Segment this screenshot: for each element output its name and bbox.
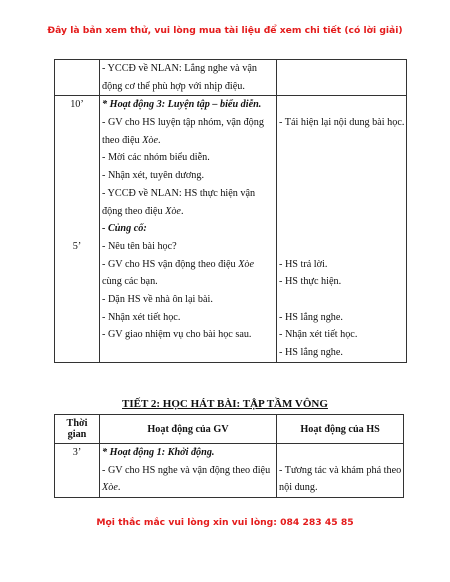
gv-activity-cell xyxy=(100,60,277,96)
hs-line: - Tương tác và khám phá theo xyxy=(279,464,402,476)
gv-line: - GV giao nhiệm vụ cho bài học sau. xyxy=(102,329,252,341)
hs-line: - HS trả lời. xyxy=(279,258,328,270)
gv-line: động cơ thể phù hợp với nhịp điệu. xyxy=(102,80,245,92)
hs-activity-cell xyxy=(277,60,407,96)
gv-activity-cell xyxy=(100,96,277,362)
hs-activity-cell xyxy=(277,444,404,498)
time-value: 3’ xyxy=(72,447,82,458)
hs-line: - Nhận xét tiết học. xyxy=(279,329,358,341)
time-value: 5’ xyxy=(72,240,82,252)
contact-banner: Mọi thắc mắc vui lòng xin vui lòng: 084 283 45 85 xyxy=(96,517,354,528)
hs-line: - HS lắng nghe. xyxy=(279,311,343,323)
gv-line: - Dặn HS về nhà ôn lại bài. xyxy=(102,293,213,305)
table-header-row xyxy=(55,415,404,444)
gv-line: động theo điệu Xòe. xyxy=(102,205,184,217)
hs-line: nội dung. xyxy=(279,482,318,494)
hs-activity-cell xyxy=(277,96,407,362)
section-title: TIẾT 2: HỌC HÁT BÀI: TẬP TẦM VÔNG xyxy=(122,398,328,410)
gv-line: - YCCĐ về NLAN: HS thực hiện vận xyxy=(102,187,256,199)
lesson-table-continued xyxy=(54,59,407,363)
table-row xyxy=(55,96,407,362)
hs-line: - HS lắng nghe. xyxy=(279,347,343,358)
column-header-time: Thời gian xyxy=(55,415,100,444)
time-value: 10’ xyxy=(70,99,84,111)
preview-banner: Đây là bản xem thử, vui lòng mua tài liệu để xem chi tiết (có lời giải) xyxy=(47,25,403,36)
column-header-gv: Hoạt động của GV xyxy=(100,415,277,444)
gv-activity-cell xyxy=(100,444,277,498)
gv-line: - Nêu tên bài học? xyxy=(102,240,177,252)
gv-line: - GV cho HS vận động theo điệu Xòe xyxy=(102,258,255,270)
gv-line: cùng các bạn. xyxy=(102,276,158,288)
time-cell xyxy=(55,444,100,498)
hs-line: - Tái hiện lại nội dung bài học. xyxy=(279,117,405,129)
time-cell xyxy=(55,60,100,96)
gv-line: - YCCĐ về NLAN: Lắng nghe và vận xyxy=(102,63,257,74)
gv-line: theo điệu Xòe. xyxy=(102,134,161,146)
gv-line: - GV cho HS luyện tập nhóm, vận động xyxy=(102,117,264,129)
activity-heading: * Hoạt động 3: Luyện tập – biểu diễn. xyxy=(102,99,262,111)
table-row xyxy=(55,444,404,498)
gv-line: - Nhận xét tiết học. xyxy=(102,311,181,323)
table-row xyxy=(55,60,407,96)
hs-line: - HS thực hiện. xyxy=(279,276,342,288)
time-cell xyxy=(55,96,100,362)
gv-line: Xòe. xyxy=(102,482,121,494)
consolidation-heading: - Củng cố: xyxy=(102,223,147,235)
activity-heading: * Hoạt động 1: Khởi động. xyxy=(102,447,215,458)
lesson-table xyxy=(54,414,404,498)
gv-line: - GV cho HS nghe và vận động theo điệu xyxy=(102,464,271,476)
gv-line: - Mời các nhóm biểu diễn. xyxy=(102,152,210,164)
column-header-hs: Hoạt động của HS xyxy=(277,415,404,444)
gv-line: - Nhận xét, tuyên dương. xyxy=(102,170,205,182)
